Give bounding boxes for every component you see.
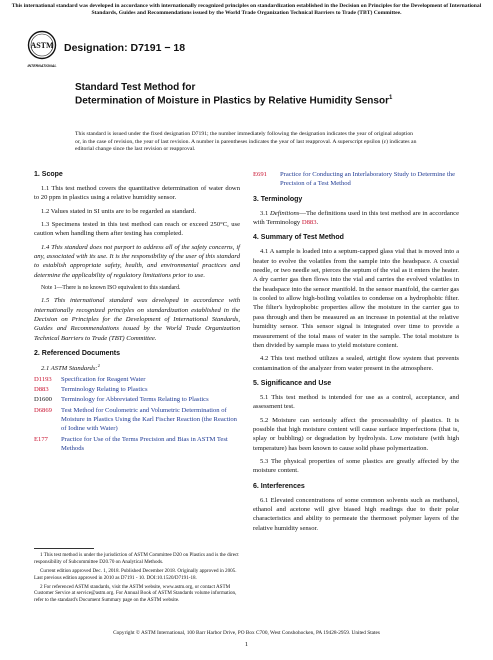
footnote-1: 1 This test method is under the jurisdiction of ASTM Committee D20 on Plastics and is the direct responsibility of Subcommittee D20.70 on Analytical Methods. — [34, 552, 239, 565]
title-main-text: Determination of Moisture in Plastics by Relative Humidity Sensor — [75, 94, 389, 106]
title-block — [75, 82, 435, 107]
note-1: Note 1—There is no known ISO equivalent to this standard. — [41, 285, 181, 292]
para-1-2: 1.2 Values stated in SI units are to be regarded as standard. — [41, 207, 196, 215]
astm-standards-footnote-marker: 2 — [97, 363, 100, 369]
reference-code[interactable]: E177 — [34, 435, 48, 443]
top-notice: This international standard was developed in accordance with internationally recognized principles on standardization established in the Decision on Principles for the Development of International Standards, Guides and Recommendations issued by the World Trade Organization Technical Barriers to Trade (TBT) Committee. — [11, 3, 482, 16]
left-column — [34, 170, 240, 455]
logo-subtext: INTERNATIONAL — [27, 64, 57, 68]
para-5-3: 5.3 The physical properties of some plastics are greatly affected by the moisture content. — [253, 458, 459, 475]
para-1-4: 1.4 This standard does not purport to address all of the safety concerns, if any, associated with its use. It is the responsibility of the user of this standard to establish appropriate safety, health, and environmental practices and determine the applicability of regulatory limitations prior to use. — [34, 243, 240, 279]
reference-title[interactable]: Terminology Relating to Plastics — [61, 386, 148, 394]
right-column — [253, 170, 459, 537]
reference-item[interactable] — [34, 395, 240, 404]
interferences-heading: 6. Interferences — [253, 482, 305, 490]
reference-code[interactable]: D883 — [34, 386, 49, 394]
reference-title[interactable]: Test Method for Coulometric and Volumetric Determination of Moisture in Plastics Using the Karl Fischer Reaction (the Reaction of Iodine with Water) — [61, 406, 237, 433]
footnote-divider — [34, 548, 94, 549]
logo-text: ASTM — [30, 41, 54, 50]
copyright-footer: Copyright © ASTM International, 100 Barr Harbor Drive, PO Box C700, West Conshohocken, PA 19428-2959. United States — [113, 630, 380, 636]
para-1-3: 1.3 Specimens tested in this test method can reach or exceed 250°C, use caution when handling them after testing has completed. — [34, 221, 240, 238]
reference-title[interactable]: Specification for Reagent Water — [61, 375, 146, 383]
astm-logo-icon — [27, 30, 57, 72]
para-3-1: 3.1 Definitions—The definitions used in this test method are in accordance with Terminology D883. — [253, 209, 459, 227]
para-1-5: 1.5 This international standard was developed in accordance with internationally recognized principles on standardization established in the Decision on Principles for the Development of International Standards, Guides and Recommendations issued by the World Trade Organization Technical Barriers to Trade (TBT) Committee. — [34, 297, 240, 342]
title-footnote-marker: 1 — [388, 94, 393, 101]
title-main — [75, 95, 435, 108]
para-1-1: 1.1 This test method covers the quantitative determination of water down to 20 ppm in plastics using a relative humidity sensor. — [34, 184, 240, 202]
para-3-1-label: 3.1 — [260, 209, 269, 217]
referenced-documents-heading: 2. Referenced Documents — [34, 350, 120, 358]
significance-heading: 5. Significance and Use — [253, 379, 332, 387]
reference-item-e691[interactable] — [253, 170, 459, 189]
title-line1: Standard Test Method for — [75, 82, 196, 93]
reference-item[interactable] — [34, 375, 240, 384]
reference-code[interactable]: E691 — [253, 171, 267, 178]
page-number: 1 — [244, 641, 249, 648]
reference-title[interactable]: Terminology for Abbreviated Terms Relating to Plastics — [61, 396, 209, 404]
terminology-heading: 3. Terminology — [253, 195, 303, 203]
reference-code: D1600 — [34, 396, 52, 404]
astm-standards-subheading — [34, 363, 240, 374]
reference-code[interactable]: D6869 — [34, 406, 52, 414]
para-4-1: 4.1 A sample is loaded into a septum-capped glass vial that is moved into a heater to evolve the volatiles from the sample into the headspace. A coaxial needle, or two needle set, pierces the septum of the vial as it enters the heater. A dry carrier gas then flows into the vial and carries the evolved volatiles in the headspace into the sensor manifold. In the sensor manifold, the carrier gas is cooled to allow high-boiling volatiles to condense on a hydrophobic filter. The filter's hydrophobic properties allow the moisture in the carrier gas to pass through and then be measured as an increase in potential at the relative humidity sensor. This sensor signal is integrated over time to provide a measurement of the total mass of water in the sample. The total moisture is then divided by sample mass to yield moisture content. — [253, 248, 459, 349]
para-5-1: 5.1 This test method is intended for use as a control, acceptance, and assessment test. — [253, 393, 459, 411]
scope-heading: 1. Scope — [34, 171, 63, 178]
para-6-1: 6.1 Elevated concentrations of some common solvents such as methanol, ethanol and acetone will give biased high readings due to their polar characteristics and ability to permeate the thermoset polymer layers of the relative humidity sensor. — [253, 496, 459, 532]
para-3-1-text: —The definitions used in this test method are in accordance with Terminology — [253, 209, 459, 227]
reference-item[interactable] — [34, 435, 240, 454]
para-4-2: 4.2 This test method utilizes a sealed, airtight flow system that prevents contamination of the analyzer from water present in the atmosphere. — [253, 355, 459, 372]
issued-note: This standard is issued under the fixed designation D7191; the number immediately following the designation indicates the year of original adoption or, in the case of revision, the year of last revision. A number in parentheses indicates the year of last reapproval. A superscript epsilon (ε) indicates an editorial change since the last revision or reapproval. — [75, 131, 417, 153]
astm-standards-label: 2.1 ASTM Standards: — [41, 365, 98, 373]
designation: Designation: D7191 − 18 — [64, 42, 186, 54]
reference-code[interactable]: D1193 — [34, 375, 52, 383]
reference-list — [34, 375, 240, 454]
footnote-2: 2 For referenced ASTM standards, visit the ASTM website, www.astm.org, or contact ASTM Customer Service at service@astm.org. For Annual Book of ASTM Standards volume information, refer to the standard's Document Summary page on the ASTM website. — [34, 583, 237, 604]
footnote-1-edition: Current edition approved Dec. 1, 2018. Published December 2018. Originally approved in 2005. Last previous edition approved in 2010 as D7191 - 10. DOI:10.1520/D7191-18. — [34, 567, 237, 581]
footnotes — [34, 548, 240, 606]
terminology-link-d883[interactable]: D883 — [301, 219, 317, 227]
reference-item[interactable] — [34, 406, 240, 434]
para-5-2: 5.2 Moisture can seriously affect the processability of plastics. It is possible that high moisture content will cause surface imperfections (that is, splay or bubbling) or degradation by hydrolysis. Low moisture (with high temperature) has been known to cause solid phase polymerization. — [253, 416, 459, 452]
summary-heading: 4. Summary of Test Method — [253, 234, 344, 242]
reference-title[interactable]: Practice for Conducting an Interlaboratory Study to Determine the Precision of a Test Method — [280, 171, 456, 188]
reference-item[interactable] — [34, 385, 240, 394]
para-3-1-term: Definitions — [270, 209, 300, 217]
reference-title[interactable]: Practice for Use of the Terms Precision and Bias in ASTM Test Methods — [61, 435, 228, 453]
